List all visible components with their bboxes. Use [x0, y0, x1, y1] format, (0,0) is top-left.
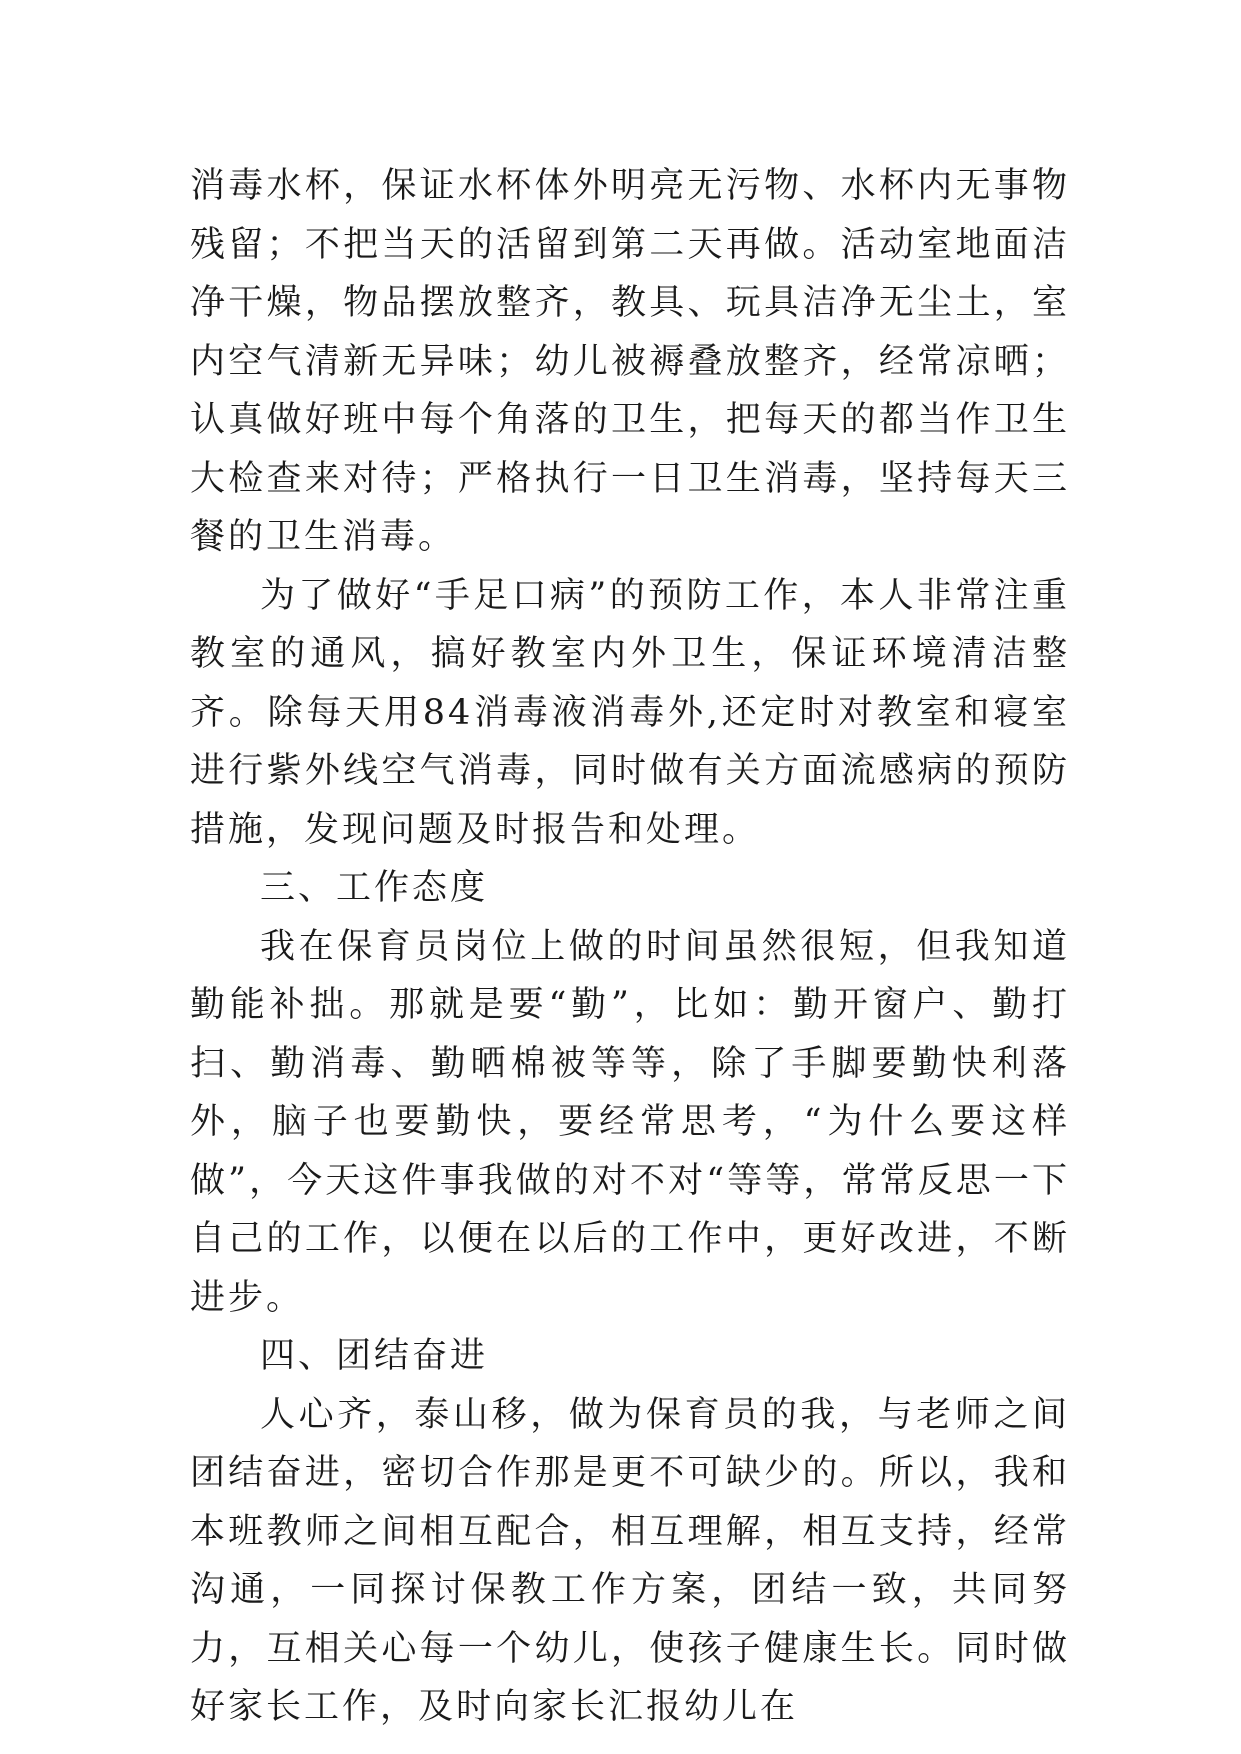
paragraph-unity: 人心齐，泰山移，做为保育员的我，与老师之间团结奋进，密切合作那是更不可缺少的。所以，我和本班教师之间相互配合，相互理解，相互支持，经常沟通，一同探讨保教工作方案，团结一致，共同努力，互相关心每一个幼儿，使孩子健康生长。同时做好家长工作，及时向家长汇报幼儿在: [190, 1394, 1070, 1727]
section-heading-work-attitude: 三、工作态度: [260, 868, 489, 908]
paragraph-work-attitude: 我在保育员岗位上做的时间虽然很短，但我知道勤能补拙。那就是要“勤”，比如：勤开窗户、勤打扫、勤消毒、勤晒棉被等等，除了手脚要勤快利落外，脑子也要勤快，要经常思考，“为什么要这样做”，今天这件事我做的对不对“等等，常常反思一下自己的工作，以便在以后的工作中，更好改进，不断进步。: [190, 926, 1070, 1318]
paragraph-continuation: 消毒水杯，保证水杯体外明亮无污物、水杯内无事物残留；不把当天的活留到第二天再做。活动室地面洁净干燥，物品摆放整齐，教具、玩具洁净无尘土，室内空气清新无异味；幼儿被褥叠放整齐，经常凉晒；认真做好班中每个角落的卫生，把每天的都当作卫生大检查来对待；严格执行一日卫生消毒，坚持每天三餐的卫生消毒。: [190, 166, 1070, 557]
document-body: [190, 157, 1070, 1737]
paragraph-hand-foot-mouth-prevention: 为了做好“手足口病”的预防工作，本人非常注重教室的通风，搞好教室内外卫生，保证环境清洁整齐。除每天用84消毒液消毒外,还定时对教室和寝室进行紫外线空气消毒，同时做有关方面流感病的预防措施，发现问题及时报告和处理。: [190, 575, 1070, 850]
section-heading-unity: 四、团结奋进: [260, 1336, 489, 1376]
